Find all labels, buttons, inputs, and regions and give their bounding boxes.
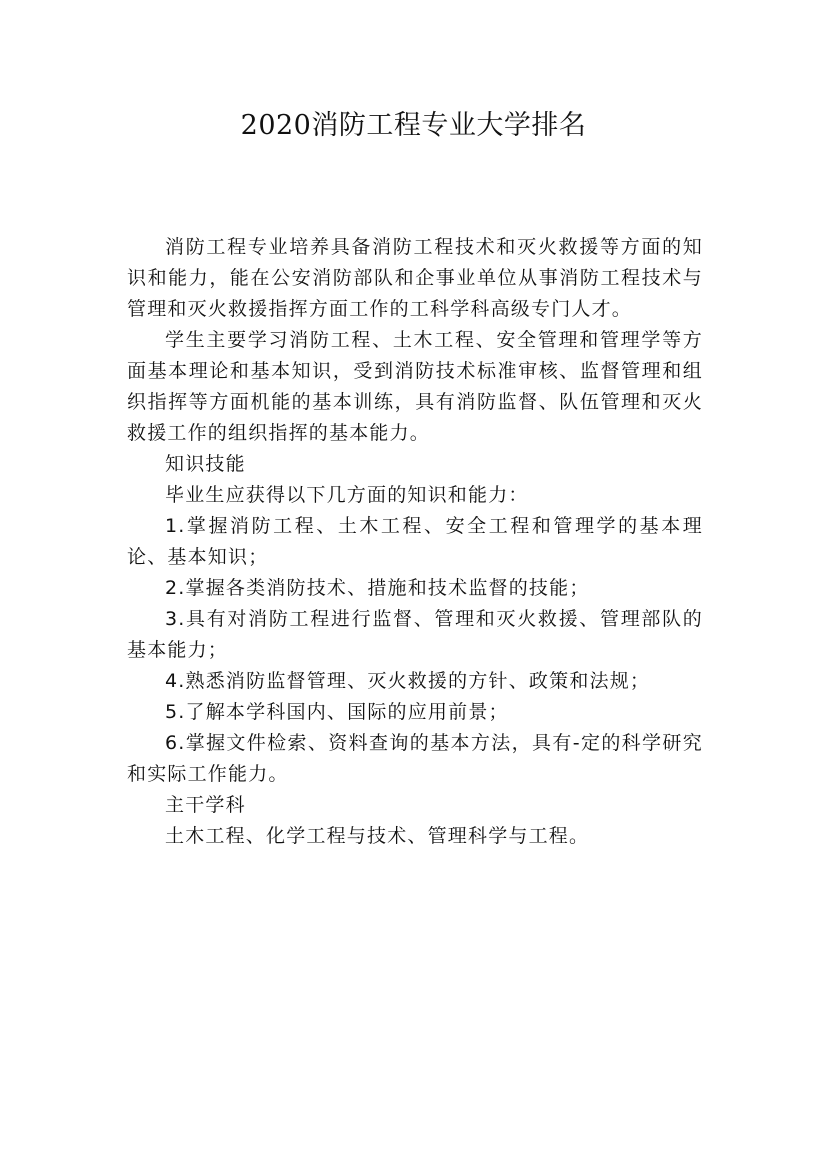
document-body [127, 232, 703, 852]
list-item-6: 6.掌握文件检索、资料查询的基本方法，具有-定的科学研究和实际工作能力。 [127, 732, 703, 785]
paragraph-graduate-abilities: 毕业生应获得以下几方面的知识和能力： [165, 484, 529, 506]
list-item-4: 4.熟悉消防监督管理、灭火救援的方针、政策和法规； [165, 670, 651, 692]
list-item-2: 2.掌握各类消防技术、措施和技术监督的技能； [165, 577, 590, 599]
paragraph-main-disciplines: 土木工程、化学工程与技术、管理科学与工程。 [165, 825, 590, 847]
document-title: 2020消防工程专业大学排名 [240, 110, 587, 141]
list-item-5: 5.了解本学科国内、国际的应用前景； [165, 701, 509, 723]
heading-main-disciplines: 主干学科 [165, 794, 246, 816]
list-item-1: 1.掌握消防工程、土木工程、安全工程和管理学的基本理论、基本知识； [127, 515, 703, 568]
list-item-3: 3.具有对消防工程进行监督、管理和灭火救援、管理部队的基本能力； [127, 608, 703, 661]
paragraph-study: 学生主要学习消防工程、土木工程、安全管理和管理学等方面基本理论和基本知识，受到消防技术标准审核、监督管理和组织指挥等方面机能的基本训练，具有消防监督、队伍管理和灭火救援工作的组织指挥的基本能力。 [127, 329, 703, 444]
heading-knowledge-skills: 知识技能 [165, 453, 246, 475]
paragraph-intro: 消防工程专业培养具备消防工程技术和灭火救援等方面的知识和能力，能在公安消防部队和企事业单位从事消防工程技术与管理和灭火救援指挥方面工作的工科学科高级专门人才。 [127, 236, 703, 320]
